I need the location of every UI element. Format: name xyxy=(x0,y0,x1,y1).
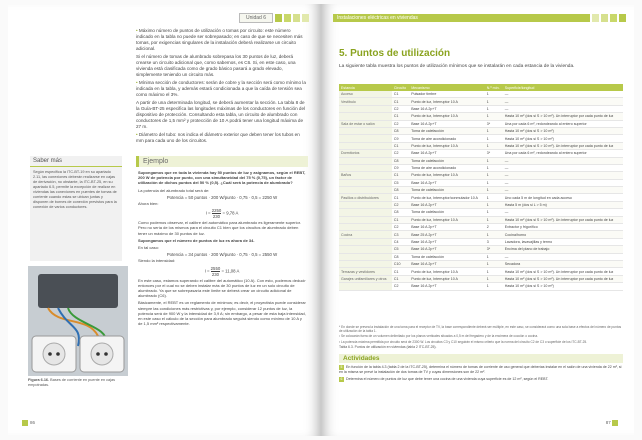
table-cell: 1 xyxy=(485,201,503,208)
table-cell: C2 xyxy=(392,201,409,208)
table-row xyxy=(339,172,623,179)
example-text: La potencia del alumbrado total será de: xyxy=(138,187,210,193)
table-cell: C9 xyxy=(392,135,409,142)
table-cell: Punto de luz, Interruptor/conmutador 10 A xyxy=(409,194,485,201)
table-row xyxy=(339,113,623,120)
table-row xyxy=(339,91,623,98)
table-cell: Una por cada 6 m², redondeando al entero superior xyxy=(503,120,623,127)
table-cell: — xyxy=(503,187,623,194)
table-cell: C3 xyxy=(392,231,409,238)
table-cell: 3* xyxy=(485,246,503,253)
ejemplo-title: Ejemplo xyxy=(136,156,308,167)
table-cell: Toma de aire acondicionado xyxy=(409,164,485,171)
table-row xyxy=(339,135,623,142)
table-cell: 1 xyxy=(485,283,503,290)
table-cell: 1 xyxy=(485,231,503,238)
table-cell: Garajes unifamiliares y otros xyxy=(339,275,392,282)
table-cell: C1 xyxy=(392,91,409,98)
table-cell: Una por cada 6 m², redondeando al entero superior xyxy=(503,150,623,157)
table-cell: Hasta 10 m² (dos si S > 10 m²). Un interruptor por cada punto de luz xyxy=(503,275,623,282)
table-row xyxy=(339,268,623,275)
header-chip xyxy=(275,14,282,22)
table-cell: Hasta 10 m² (dos si S > 10 m²). Un interruptor por cada punto de luz xyxy=(503,216,623,223)
table-cell: Hasta 5 m (dos si L > 5 m) xyxy=(503,201,623,208)
table-cell: Punto de luz, Interruptor 10 A xyxy=(409,275,485,282)
table-cell: C2 xyxy=(392,105,409,112)
header-chip xyxy=(619,14,626,22)
table-cell: C8 xyxy=(392,127,409,134)
activities-box xyxy=(339,354,623,382)
table-cell: 1 xyxy=(485,157,503,164)
formula: Potencia = 34 puntos · 200 W/punto · 0,75 · 0,5 = 2550 W xyxy=(166,252,278,258)
table-cell: Punto de luz, Interruptor 10 A xyxy=(409,172,485,179)
table-cell: C1 xyxy=(392,113,409,120)
table-cell: C2 xyxy=(392,224,409,231)
table-cell xyxy=(339,260,392,267)
table-cell: 1 xyxy=(485,179,503,186)
table-cell: 1 xyxy=(485,142,503,149)
topic-header xyxy=(333,12,626,24)
fraction-formula: I = $\frac{2250}{230}$ = 9,78 A xyxy=(205,208,239,220)
table-cell xyxy=(339,253,392,260)
table-cell: C8 xyxy=(392,209,409,216)
table-cell: Base 16 A 2p+T xyxy=(409,238,485,245)
table-cell: C1 xyxy=(392,216,409,223)
table-note: ¹ Se colocarán fuera de un volumen delimitado por los planos verticales situados a 0,5 m del fregadero y de la encimera de cocción o cocina. xyxy=(339,334,538,339)
formula: Potencia = 50 puntos · 200 W/punto · 0,75 · 0,5 = 2250 W xyxy=(166,194,278,200)
header-chip xyxy=(284,14,291,22)
table-cell xyxy=(339,246,392,253)
table-cell: 1 xyxy=(485,187,503,194)
table-cell: Toma de calefacción xyxy=(409,157,485,164)
table-cell: C8 xyxy=(392,253,409,260)
table-cell: — xyxy=(503,98,623,105)
table-cell: 1 xyxy=(485,275,503,282)
table-caption: Tabla 6.3. Puntos de utilización en viviendas (tabla 2 ITC-BT-25). xyxy=(339,344,437,349)
table-cell: Hasta 10 m² (dos si S > 10 m²) xyxy=(503,283,623,290)
table-cell: 1 xyxy=(485,98,503,105)
table-cell: Base 16 A 2p+T xyxy=(409,150,485,157)
table-cell xyxy=(339,187,392,194)
table-note: * En donde se prevea la instalación de una toma para el receptor de TV, la base correspondiente deberá ser múltiple, en este caso, se considerará como una sola base a efectos del número de puntos de utilización de la tabla 1. xyxy=(339,325,622,334)
table-row xyxy=(339,98,623,105)
table-cell: 3 xyxy=(485,238,503,245)
example-text: En tal caso: xyxy=(138,245,159,251)
table-row xyxy=(339,246,623,253)
body-text xyxy=(136,28,306,146)
table-row xyxy=(339,194,623,201)
table-cell: — xyxy=(503,105,623,112)
table-cell: C1 xyxy=(392,194,409,201)
table-cell: Punto de luz, Interruptor 10 A xyxy=(409,98,485,105)
table-row xyxy=(339,224,623,231)
table-row xyxy=(339,260,623,267)
example-question: Supongamos que el número de puntos de luz es ahora de 34. xyxy=(138,237,255,243)
table-cell xyxy=(339,157,392,164)
column-header: Circuito xyxy=(392,84,409,91)
fraction-formula: I = $\frac{2550}{230}$ = 11,08 A xyxy=(204,265,240,277)
table-row xyxy=(339,157,623,164)
table-row xyxy=(339,231,623,238)
paragraph: Si el número de tomas de alumbrado sobrepasa los 30 puntos de luz, deberá crearse un circuito adicional que, como sabemos, es C6. Si, en este caso, una vivienda está clasificada como de grado básico pasará a grado elevado, simplemente teniendo un circuito más. xyxy=(136,54,296,77)
topic-label: Instalaciones eléctricas en viviendas xyxy=(333,14,590,22)
paragraph: • Diámetro del tubo: nos indica el diámetro exterior que deben tener los tubos en mm para cada uno de los circuitos. xyxy=(136,132,306,144)
table-cell: C8 xyxy=(392,187,409,194)
table-cell: Base 16 A 2p+T xyxy=(409,224,485,231)
table-cell: Punto de luz, Interruptor 10 A xyxy=(409,216,485,223)
table-cell: Cocina xyxy=(339,231,392,238)
saber-mas-title: Saber más xyxy=(30,156,122,167)
table-row xyxy=(339,238,623,245)
table-cell: Cocina/horno xyxy=(503,231,623,238)
table-cell: C2 xyxy=(392,283,409,290)
example-text: Como podemos observar, el calibre del automático para alumbrado es ligeramente superior. Pero no sería de los mismos para el circuito C1 bien que los circuitos de alumbrado deben tener un máximo de 30 puntos de luz. xyxy=(138,220,301,236)
header-chip xyxy=(592,14,599,22)
table-cell: — xyxy=(503,253,623,260)
header-chip xyxy=(601,14,608,22)
paragraph: • Máximo número de puntos de utilización o tomas por circuito: este número indicado en la tabla no puede ser sobrepasado; en caso de que se necesiten más tomas, por exigencias singulares de la instalación deberá realizarse un circuito adicional. xyxy=(136,28,306,52)
table-cell: Dormitorios xyxy=(339,150,392,157)
table-cell xyxy=(339,224,392,231)
sockets-photo xyxy=(28,266,128,376)
table-cell: Toma de calefacción xyxy=(409,127,485,134)
table-cell: — xyxy=(503,179,623,186)
table-row xyxy=(339,127,623,134)
example-text: Básicamente, el REBT es un reglamento de mínimos; es decir, el proyectista puede considerar siempre las condiciones más restrictivas y, por ejemplo, considerar 12 puntos de luz, la potencia será de 900 W y la intensidad de 3,9 A; sin embargo, a pesar de esta baja intensidad, en este caso el cálculo de la sección para alumbrado seguirá siendo como mínimo de 10 A y de 1,5 mm² respectivamente. xyxy=(138,300,306,327)
table-cell: 1 xyxy=(485,164,503,171)
table-cell: 1 xyxy=(485,91,503,98)
table-cell xyxy=(339,283,392,290)
page-number: 86 xyxy=(22,420,35,426)
table-cell: Toma de calefacción xyxy=(409,187,485,194)
table-cell: C10 xyxy=(392,260,409,267)
example-text: Ahora bien: xyxy=(138,201,159,207)
table-cell: Hasta 10 m² (dos si S > 10 m²). Un interruptor por cada punto de luz xyxy=(503,142,623,149)
table-cell: Pasillos o distribuidores xyxy=(339,194,392,201)
table-cell: C5 xyxy=(392,179,409,186)
header-chip xyxy=(610,14,617,22)
table-row xyxy=(339,150,623,157)
table-cell: 3* xyxy=(485,150,503,157)
table-cell: 3* xyxy=(485,120,503,127)
table-cell: Acceso xyxy=(339,91,392,98)
table-cell: 1 xyxy=(485,194,503,201)
table-cell: — xyxy=(503,157,623,164)
table-cell: Base 16 A 2p+T xyxy=(409,105,485,112)
table-row xyxy=(339,179,623,186)
activities-title: Actividades xyxy=(339,354,623,363)
section-intro: La siguiente tabla muestra los puntos de utilización mínimos que se instalarán en cada estancia de la vivienda. xyxy=(339,64,575,69)
table-cell: Base 16 A 2p+T xyxy=(409,283,485,290)
table-cell: 1 xyxy=(485,268,503,275)
table-cell: — xyxy=(503,209,623,216)
table-cell: Base 16 A 2p+T xyxy=(409,246,485,253)
section-heading: 5. Puntos de utilización xyxy=(339,48,451,59)
column-header: Superficie/longitud xyxy=(503,84,623,91)
table-cell: Baños xyxy=(339,172,392,179)
table-cell: C2 xyxy=(392,120,409,127)
table-cell: Hasta 10 m² (dos si S > 10 m²) xyxy=(503,127,623,134)
table-cell: Uno cada 5 m de longitud en cada acceso xyxy=(503,194,623,201)
table-row xyxy=(339,253,623,260)
table-note: ² La potencia máxima permitida por circuito será de 2300 W. Los circuitos C3 y C10 seguirán el mismo criterio que la norma del circuito C2 de C3 o superficie de los ITC-BT-25. xyxy=(339,339,588,344)
table-cell: C5 xyxy=(392,246,409,253)
table-cell: C1 xyxy=(392,98,409,105)
table-cell: — xyxy=(503,172,623,179)
table-cell xyxy=(339,179,392,186)
example-text: Siendo la intensidad: xyxy=(138,258,176,264)
table-cell: Punto de luz, Interruptor 10 A xyxy=(409,142,485,149)
table-cell: C2 xyxy=(392,150,409,157)
saber-mas-box xyxy=(30,156,122,261)
table-cell: C1 xyxy=(392,268,409,275)
header-chip xyxy=(293,14,300,22)
table-cell: C1 xyxy=(392,275,409,282)
figure-caption: Figura 6.16. Bases de corriente en puente en cajas empotradas. xyxy=(28,378,115,387)
table-cell: 1 xyxy=(485,216,503,223)
table-cell: Toma de calefacción xyxy=(409,209,485,216)
table-header-row xyxy=(339,84,623,91)
table-notes xyxy=(339,325,623,349)
saber-mas-text: Según especifica la ITC-BT-19 en su apartado 2.11, las conexiones deberán realizarse en cajas de derivación, no obstante, la ITC-BT-25, en su apartado 6.5, permite la excepción de realizar en viviendas las conexiones en puentes de tomas de corriente cuando estas se ubican juntas y disponen de bornes de conexión previstos para la conexión de varios conductores. xyxy=(33,170,117,209)
table-cell: Base 16 A 2p+T xyxy=(409,260,485,267)
table-row xyxy=(339,209,623,216)
table-cell: 1 xyxy=(485,260,503,267)
table-cell xyxy=(339,216,392,223)
column-header: Estancia xyxy=(339,84,392,91)
table-row xyxy=(339,164,623,171)
table-cell: Punto de luz, Interruptor 10 A xyxy=(409,113,485,120)
table-row xyxy=(339,275,623,282)
table-cell: C9 xyxy=(392,164,409,171)
table-cell: Pulsador timbre xyxy=(409,91,485,98)
example-text: En este caso, estamos superando el calibre del automático (10 A). Con esto, podemos deducir entonces por el cual no se deben instalar más de 30 puntos de luz en un solo circuito de alumbrado. Ya que se sobrepasaría este límite se deberá crear un circuito adicional de alumbrado (C6). xyxy=(138,277,306,299)
table-cell xyxy=(339,142,392,149)
table-row xyxy=(339,105,623,112)
table-cell: — xyxy=(503,164,623,171)
table-cell: C8 xyxy=(392,157,409,164)
table-cell: — xyxy=(503,91,623,98)
column-header: N.º mín. xyxy=(485,84,503,91)
table-cell: Toma de calefacción xyxy=(409,253,485,260)
table-cell: Hasta 10 m² (dos si S > 10 m²) xyxy=(503,135,623,142)
table-cell xyxy=(339,238,392,245)
table-cell: 1 xyxy=(485,105,503,112)
table-cell xyxy=(339,113,392,120)
table-cell: Base 16 A 2p+T xyxy=(409,201,485,208)
table-cell: Base 25 A 2p+T xyxy=(409,231,485,238)
table-cell: 1 xyxy=(485,253,503,260)
paragraph: • Mínima sección de conductores: serán de cobre y la sección será como mínimo la indicada en la tabla, y además estará condicionada a que la caída de tensión sea como máximo el 3%. xyxy=(136,80,306,98)
table-cell: Encima del plano de trabajo xyxy=(503,246,623,253)
table-cell xyxy=(339,135,392,142)
unit-label: Unidad 6 xyxy=(239,13,273,23)
table-cell: C4 xyxy=(392,238,409,245)
table-cell: 1 xyxy=(485,127,503,134)
table-cell xyxy=(339,105,392,112)
example-question: Supongamos que en toda la vivienda hay 50 puntos de luz y asignamos, según el REBT, 200 W de potencia por punto, con una simultaneidad del 75 % (0,75), un factor de utilización de dichos puntos del 50 % (0,5). ¿Cuál será la potencia de alumbrado? xyxy=(138,170,306,186)
table-cell: Sala de estar o salón xyxy=(339,120,392,127)
utilization-table xyxy=(339,84,623,291)
table-cell: 1 xyxy=(485,113,503,120)
right-page xyxy=(321,4,634,436)
table-cell xyxy=(339,201,392,208)
page-number: 87 xyxy=(606,420,620,426)
table-cell: Secadora xyxy=(503,260,623,267)
table-cell: Extractor y frigorífico xyxy=(503,224,623,231)
sockets-illustration xyxy=(28,266,128,376)
table-cell: Vestíbulo xyxy=(339,98,392,105)
table-row xyxy=(339,216,623,223)
activity-item: 6 Determina el número de puntos de luz que debe tener una cocina de una vivienda cuya superficie es de 12 m², según el REBT. xyxy=(340,376,549,381)
table-cell: Hasta 10 m² (dos si S > 10 m²). Un interruptor por cada punto de luz xyxy=(503,113,623,120)
table-cell: C1 xyxy=(392,172,409,179)
table-cell: 1 xyxy=(485,209,503,216)
paragraph: A partir de una determinada longitud, se deberá aumentar la sección. La tabla 8 de la Guía-BT-25 especifica las longitudes máximas de los conductores en función del dispositivo de protección. Consultando esta tabla, un circuito de alumbrado con conductores de 1,5 mm² y protección de 10 A podrá tener una longitud máxima de 27 m. xyxy=(136,100,306,129)
table-cell: 1 xyxy=(485,135,503,142)
table-cell: 1 xyxy=(485,172,503,179)
header-chip xyxy=(302,14,309,22)
table-row xyxy=(339,142,623,149)
ejemplo-box xyxy=(136,156,308,406)
table-cell: Hasta 10 m² (dos si S > 10 m²). Un interruptor por cada punto de luz xyxy=(503,268,623,275)
table-cell xyxy=(339,127,392,134)
table-cell xyxy=(339,164,392,171)
table-cell: 2 xyxy=(485,224,503,231)
table-cell xyxy=(339,209,392,216)
table-cell: Punto de luz, Interruptor 10 A xyxy=(409,268,485,275)
left-page xyxy=(8,4,321,436)
unit-header xyxy=(8,12,309,24)
table-row xyxy=(339,187,623,194)
column-header: Mecanismo xyxy=(409,84,485,91)
activity-item: 5 En función de la tabla 4.3 (tabla 2 de la ITC-BT-25), determina el número de tomas de corriente de uso general que deberías instalar en el salón de una vivienda de 22 m², si en la misma se prevé la instalación de dos tomas de TV y cuyas dimensiones son de 22 m². xyxy=(339,365,622,374)
open-textbook xyxy=(8,4,634,436)
table-cell: Lavadora, lavavajillas y termo xyxy=(503,238,623,245)
table-cell: Base 16 A 2p+T xyxy=(409,179,485,186)
table-row xyxy=(339,120,623,127)
table-cell: C1 xyxy=(392,142,409,149)
table-cell: Terrazas y vestidores xyxy=(339,268,392,275)
table-cell: Base 16 A 2p+T xyxy=(409,120,485,127)
table-cell: Toma de aire acondicionado xyxy=(409,135,485,142)
table-row xyxy=(339,283,623,290)
table-row xyxy=(339,201,623,208)
